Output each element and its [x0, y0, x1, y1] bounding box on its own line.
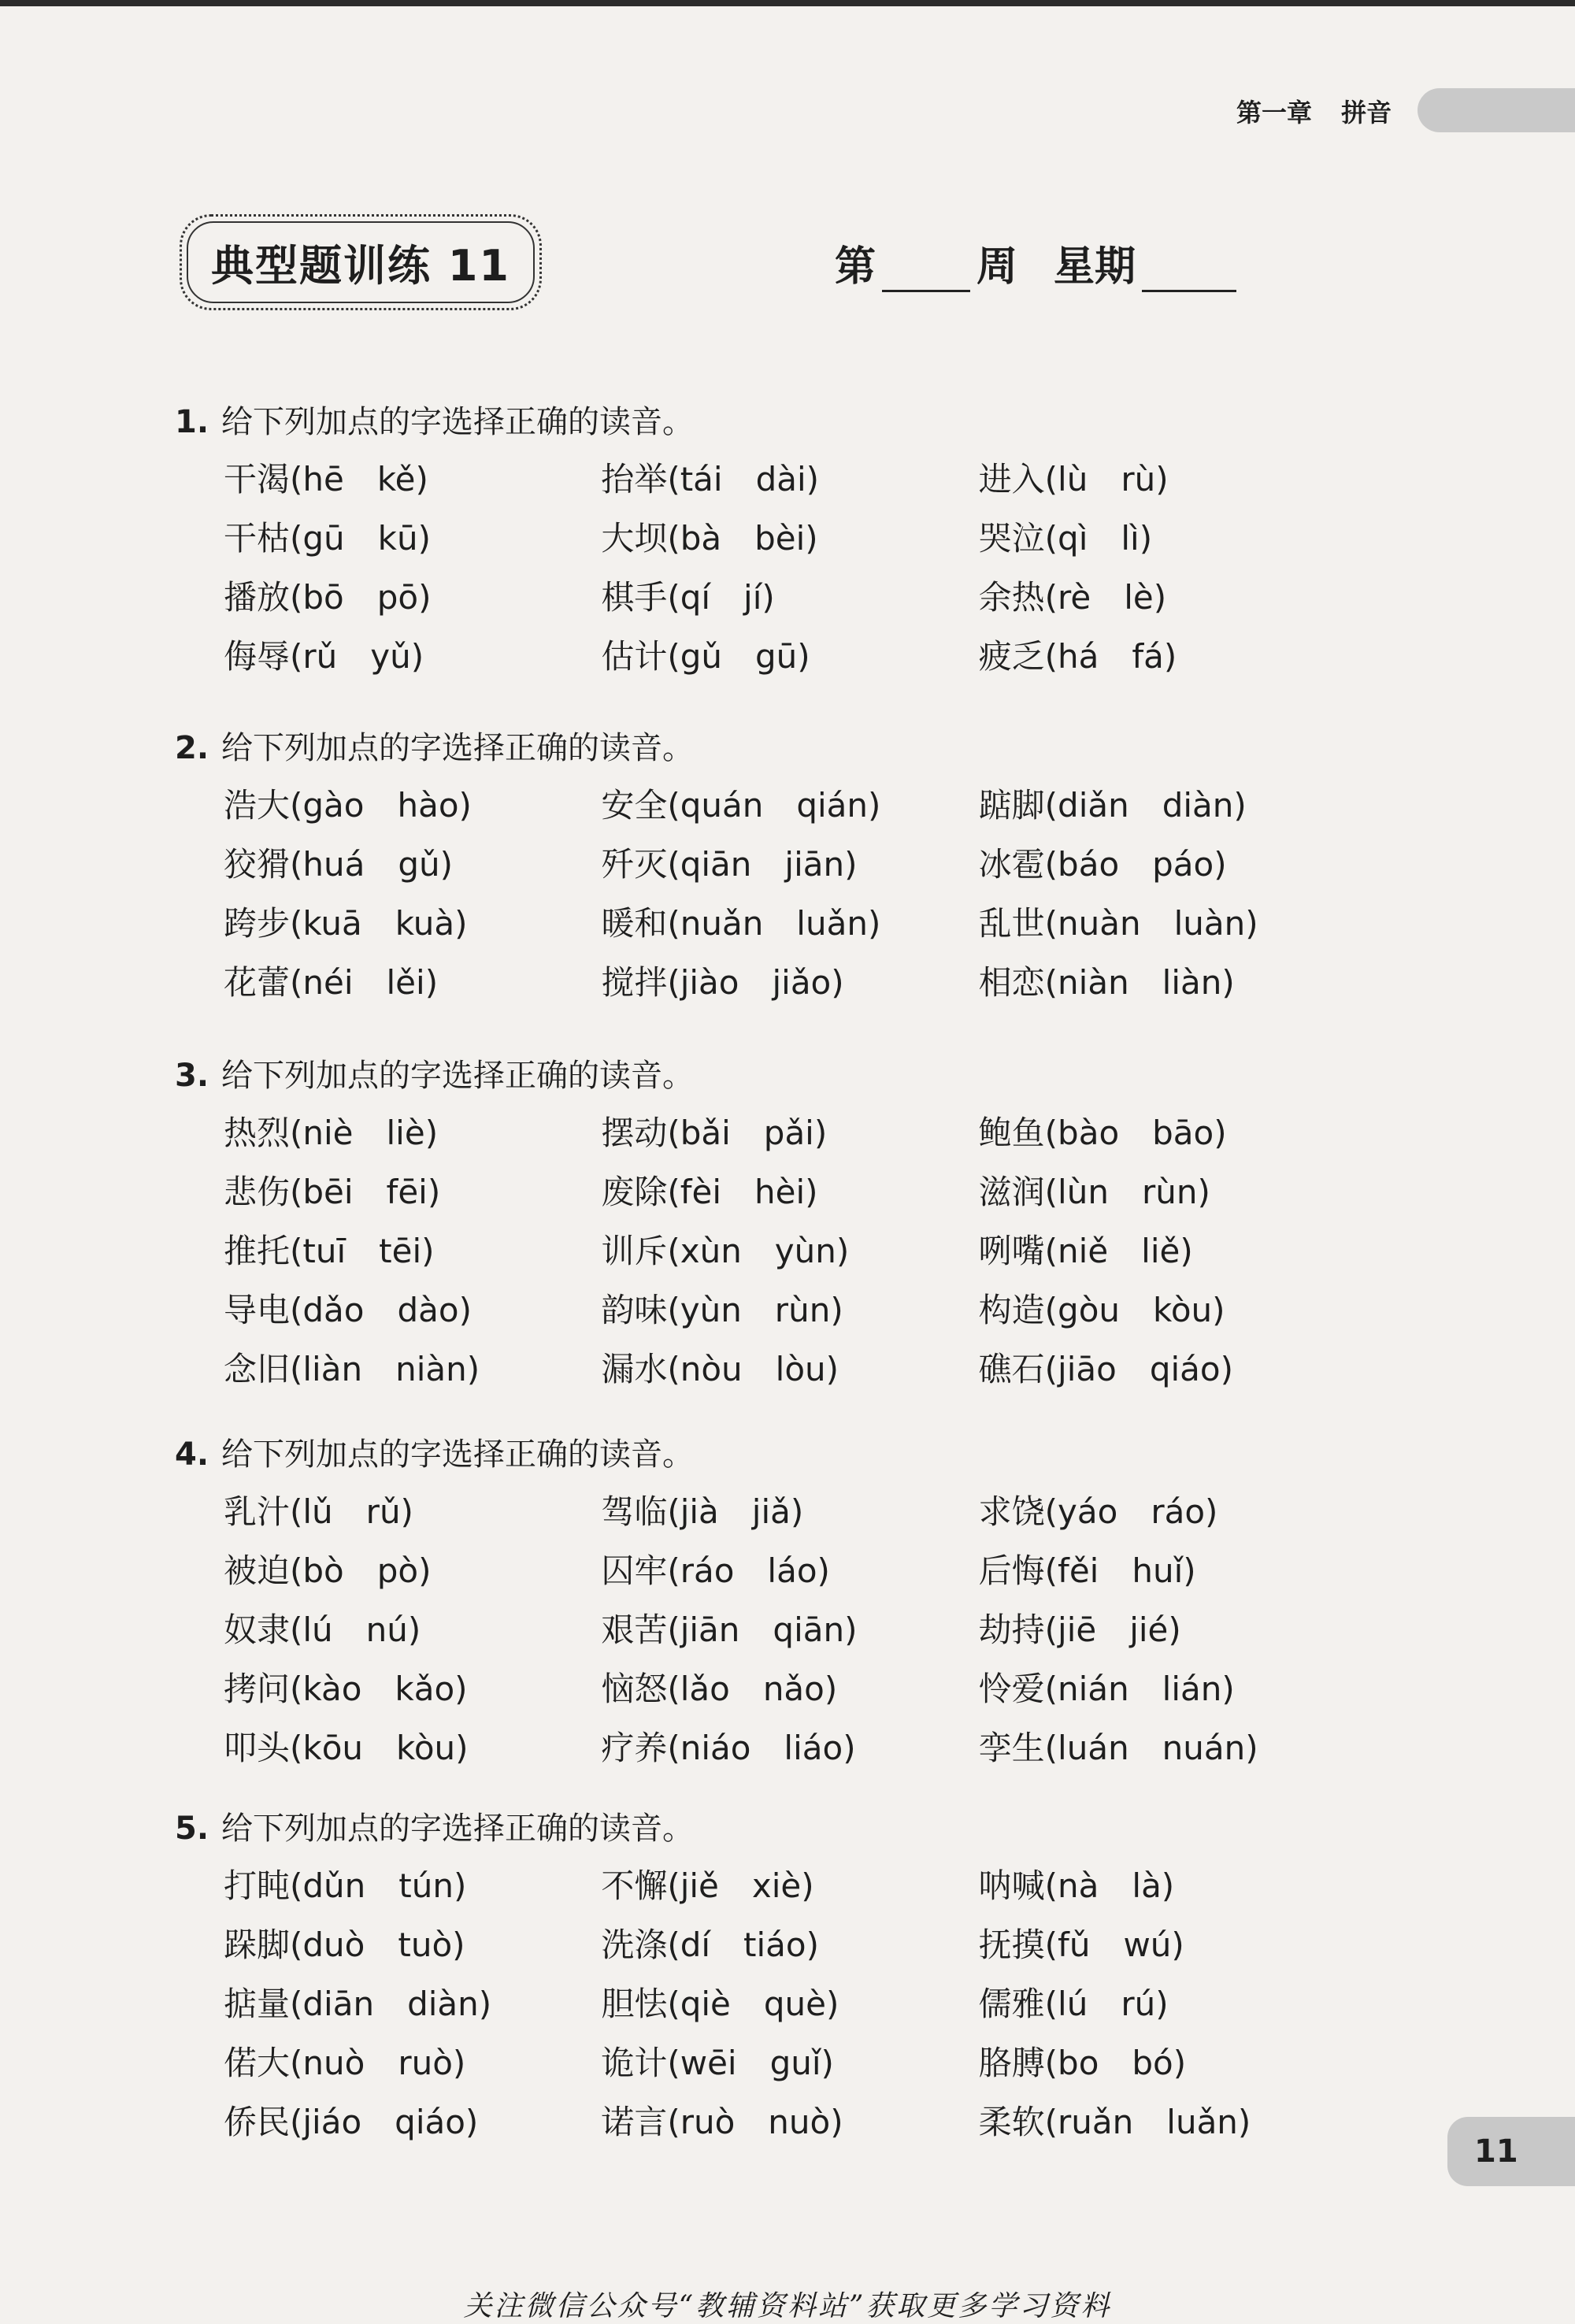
- word-row: [175, 625, 1356, 684]
- pinyin-choice-item[interactable]: 废除(fèi hèi): [601, 1172, 818, 1211]
- word-row: [175, 1854, 1356, 1913]
- pinyin-choice-item[interactable]: 不懈(jiě xiè): [601, 1866, 814, 1905]
- question-5: [175, 1803, 1356, 2149]
- word-row: [175, 1101, 1356, 1160]
- pinyin-choice-item[interactable]: 儒雅(lú rú): [978, 1984, 1169, 2023]
- pinyin-choice-item[interactable]: 花蕾(néi lěi): [224, 962, 439, 1002]
- pinyin-choice-item[interactable]: 滋润(lùn rùn): [978, 1172, 1210, 1211]
- pinyin-choice-item[interactable]: 咧嘴(niě liě): [978, 1231, 1193, 1270]
- word-row: [175, 447, 1356, 506]
- topic-label: 拼音: [1341, 98, 1392, 128]
- chapter-label: 第一章: [1236, 98, 1313, 128]
- question-number: 4.: [175, 1436, 209, 1473]
- pinyin-choice-item[interactable]: 大坝(bà bèi): [601, 518, 818, 558]
- question-2: [175, 723, 1356, 1010]
- pinyin-choice-item[interactable]: 干枯(gū kū): [224, 518, 431, 558]
- pinyin-choice-item[interactable]: 念旧(liàn niàn): [224, 1349, 480, 1388]
- word-row: [175, 773, 1356, 832]
- page-title: 典型题训练 11: [211, 240, 510, 291]
- question-number: 1.: [175, 404, 209, 440]
- pinyin-choice-item[interactable]: 求饶(yáo ráo): [978, 1492, 1218, 1531]
- pinyin-choice-item[interactable]: 搅拌(jiào jiǎo): [601, 962, 844, 1002]
- weekday-blank[interactable]: [1142, 247, 1236, 292]
- running-head: [1236, 93, 1392, 129]
- word-row: [175, 506, 1356, 565]
- question-title: [175, 1429, 1356, 1480]
- header-tab: [1418, 88, 1575, 132]
- week-middle: 周: [976, 243, 1018, 291]
- word-row: [175, 1337, 1356, 1396]
- pinyin-choice-item[interactable]: 疲乏(há fá): [978, 636, 1177, 676]
- word-row: [175, 2031, 1356, 2090]
- pinyin-choice-item[interactable]: 踮脚(diǎn diàn): [978, 785, 1247, 825]
- pinyin-choice-item[interactable]: 冰雹(báo páo): [978, 844, 1227, 884]
- top-edge: [0, 0, 1575, 6]
- pinyin-choice-item[interactable]: 后悔(fěi huǐ): [978, 1551, 1196, 1590]
- pinyin-choice-item[interactable]: 胆怯(qiè què): [601, 1984, 839, 2023]
- pinyin-choice-item[interactable]: 推托(tuī tēi): [224, 1231, 435, 1270]
- pinyin-choice-item[interactable]: 歼灭(qiān jiān): [601, 844, 858, 884]
- pinyin-choice-item[interactable]: 跨步(kuā kuà): [224, 903, 468, 943]
- pinyin-choice-item[interactable]: 恼怒(lǎo nǎo): [601, 1669, 838, 1708]
- question-number: 2.: [175, 730, 209, 766]
- pinyin-choice-item[interactable]: 跺脚(duò tuò): [224, 1925, 465, 1964]
- pinyin-choice-item[interactable]: 余热(rè lè): [978, 577, 1167, 617]
- pinyin-choice-item[interactable]: 播放(bō pō): [224, 577, 432, 617]
- page-number: 11: [1474, 2133, 1518, 2170]
- pinyin-choice-item[interactable]: 训斥(xùn yùn): [601, 1231, 850, 1270]
- pinyin-choice-item[interactable]: 奴隶(lú nú): [224, 1610, 421, 1649]
- footer-note: 关注微信公众号“教辅资料站”获取更多学习资料: [463, 2290, 1112, 2322]
- weekday-label: 星期: [1054, 243, 1136, 291]
- pinyin-choice-item[interactable]: 鲍鱼(bào bāo): [978, 1113, 1227, 1152]
- question-prompt: 给下列加点的字选择正确的读音。: [221, 730, 695, 766]
- pinyin-choice-item[interactable]: 棋手(qí jí): [601, 577, 775, 617]
- pinyin-choice-item[interactable]: 暖和(nuǎn luǎn): [601, 903, 881, 943]
- pinyin-choice-item[interactable]: 浩大(gào hào): [224, 785, 472, 825]
- question-title: [175, 723, 1356, 773]
- pinyin-choice-item[interactable]: 侮辱(rǔ yǔ): [224, 636, 424, 676]
- pinyin-choice-item[interactable]: 叩头(kōu kòu): [224, 1728, 469, 1767]
- title-frame-inner: [187, 221, 535, 303]
- word-row: [175, 1972, 1356, 2031]
- question-4: [175, 1429, 1356, 1775]
- question-title: [175, 1803, 1356, 1854]
- week-blank[interactable]: [882, 247, 970, 292]
- pinyin-choice-item[interactable]: 偌大(nuò ruò): [224, 2043, 466, 2082]
- word-row: [175, 1160, 1356, 1219]
- pinyin-choice-item[interactable]: 狡猾(huá gǔ): [224, 844, 454, 884]
- word-row: [175, 832, 1356, 891]
- question-number: 5.: [175, 1811, 209, 1847]
- pinyin-choice-item[interactable]: 艰苦(jiān qiān): [601, 1610, 858, 1649]
- word-row: [175, 1598, 1356, 1657]
- pinyin-choice-item[interactable]: 洗涤(dí tiáo): [601, 1925, 819, 1964]
- word-row: [175, 891, 1356, 951]
- word-row: [175, 1219, 1356, 1278]
- pinyin-choice-item[interactable]: 驾临(jià jiǎ): [601, 1492, 804, 1531]
- pinyin-choice-item[interactable]: 哭泣(qì lì): [978, 518, 1153, 558]
- question-3: [175, 1051, 1356, 1396]
- word-row: [175, 1539, 1356, 1598]
- question-title: [175, 397, 1356, 447]
- word-row: [175, 1480, 1356, 1539]
- pinyin-choice-item[interactable]: 漏水(nòu lòu): [601, 1349, 839, 1388]
- pinyin-choice-item[interactable]: 估计(gǔ gū): [601, 636, 810, 676]
- pinyin-choice-item[interactable]: 诺言(ruò nuò): [601, 2102, 843, 2141]
- question-title: [175, 1051, 1356, 1101]
- pinyin-choice-item[interactable]: 掂量(diān diàn): [224, 1984, 492, 2023]
- pinyin-choice-item[interactable]: 囚牢(ráo láo): [601, 1551, 830, 1590]
- pinyin-choice-item[interactable]: 相恋(niàn liàn): [978, 962, 1235, 1002]
- word-row: [175, 951, 1356, 1010]
- pinyin-choice-item[interactable]: 礁石(jiāo qiáo): [978, 1349, 1233, 1388]
- word-row: [175, 1657, 1356, 1716]
- pinyin-choice-item[interactable]: 呐喊(nà là): [978, 1866, 1175, 1905]
- pinyin-choice-item[interactable]: 干渴(hē kě): [224, 459, 428, 499]
- pinyin-choice-item[interactable]: 悲伤(bēi fēi): [224, 1172, 441, 1211]
- pinyin-choice-item[interactable]: 侨民(jiáo qiáo): [224, 2102, 479, 2141]
- pinyin-choice-item[interactable]: 构造(gòu kòu): [978, 1290, 1225, 1329]
- pinyin-choice-item[interactable]: 打盹(dǔn tún): [224, 1866, 467, 1905]
- pinyin-choice-item[interactable]: 摆动(bǎi pǎi): [601, 1113, 828, 1152]
- pinyin-choice-item[interactable]: 乳汁(lǔ rǔ): [224, 1492, 413, 1531]
- question-prompt: 给下列加点的字选择正确的读音。: [221, 404, 695, 440]
- pinyin-choice-item[interactable]: 抚摸(fǔ wú): [978, 1925, 1184, 1964]
- word-row: [175, 1716, 1356, 1775]
- pinyin-choice-item[interactable]: 柔软(ruǎn luǎn): [978, 2102, 1251, 2141]
- question-prompt: 给下列加点的字选择正确的读音。: [221, 1058, 695, 1094]
- word-row: [175, 565, 1356, 625]
- pinyin-choice-item[interactable]: 导电(dǎo dào): [224, 1290, 472, 1329]
- pinyin-choice-item[interactable]: 劫持(jiē jié): [978, 1610, 1181, 1649]
- pinyin-choice-item[interactable]: 乱世(nuàn luàn): [978, 903, 1258, 943]
- pinyin-choice-item[interactable]: 韵味(yùn rùn): [601, 1290, 843, 1329]
- question-prompt: 给下列加点的字选择正确的读音。: [221, 1436, 695, 1473]
- pinyin-choice-item[interactable]: 被迫(bò pò): [224, 1551, 432, 1590]
- pinyin-choice-item[interactable]: 诡计(wēi guǐ): [601, 2043, 834, 2082]
- pinyin-choice-item[interactable]: 抬举(tái dài): [601, 459, 820, 499]
- pinyin-choice-item[interactable]: 拷问(kào kǎo): [224, 1669, 468, 1708]
- word-row: [175, 1278, 1356, 1337]
- title-frame: [180, 214, 542, 310]
- pinyin-choice-item[interactable]: 进入(lù rù): [978, 459, 1169, 499]
- pinyin-choice-item[interactable]: 胳膊(bo bó): [978, 2043, 1187, 2082]
- pinyin-choice-item[interactable]: 安全(quán qián): [601, 785, 881, 825]
- question-prompt: 给下列加点的字选择正确的读音。: [221, 1811, 695, 1847]
- pinyin-choice-item[interactable]: 怜爱(nián lián): [978, 1669, 1235, 1708]
- word-row: [175, 2090, 1356, 2149]
- word-row: [175, 1913, 1356, 1972]
- week-day-line: [835, 233, 1243, 292]
- pinyin-choice-item[interactable]: 疗养(niáo liáo): [601, 1728, 856, 1767]
- question-number: 3.: [175, 1058, 209, 1094]
- pinyin-choice-item[interactable]: 孪生(luán nuán): [978, 1728, 1258, 1767]
- week-prefix: 第: [835, 243, 876, 291]
- question-1: [175, 397, 1356, 684]
- page-number-tab: [1447, 2117, 1575, 2186]
- pinyin-choice-item[interactable]: 热烈(niè liè): [224, 1113, 439, 1152]
